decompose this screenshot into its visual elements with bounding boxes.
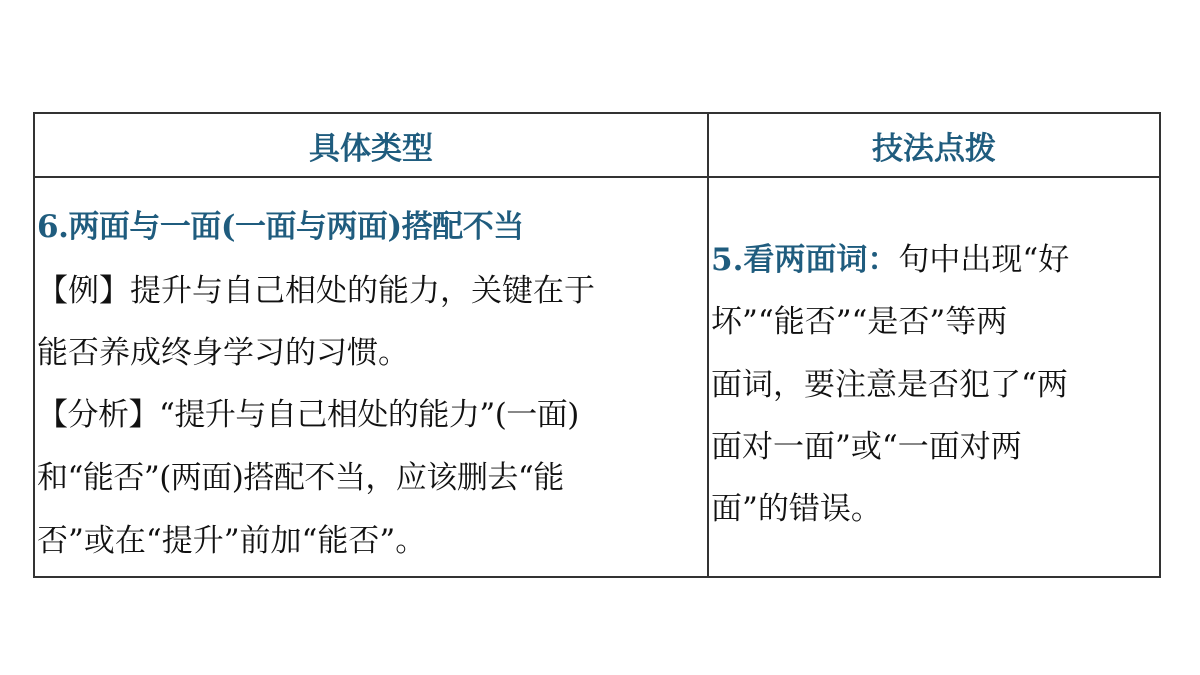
type-cell — [37, 178, 701, 578]
technique-line-3: 面词，要注意是否犯了“两 — [711, 367, 1068, 403]
example-line-1: 【例】提升与自己相处的能力，关键在于 — [37, 273, 595, 309]
technique-table — [33, 112, 1161, 578]
technique-title-rest: 句中出现“好 — [898, 242, 1070, 278]
technique-line-1 — [711, 240, 1069, 280]
header-technique: 技法点拨 — [872, 130, 996, 167]
technique-cell — [711, 178, 1161, 578]
type-title: 6.两面与一面(一面与两面)搭配不当 — [37, 209, 524, 245]
technique-line-2: 坏”“能否”“是否”等两 — [711, 304, 1008, 340]
technique-line-4: 面对一面”或“一面对两 — [711, 429, 1022, 465]
analysis-line-2: 和“能否”(两面)搭配不当，应该删去“能 — [37, 460, 564, 496]
header-type: 具体类型 — [309, 130, 433, 167]
analysis-line-1: 【分析】“提升与自己相处的能力”(一面) — [37, 397, 579, 433]
analysis-line-3: 否”或在“提升”前加“能否”。 — [37, 523, 427, 559]
column-divider — [707, 114, 709, 576]
example-line-2: 能否养成终身学习的习惯。 — [37, 335, 409, 371]
technique-line-5: 面”的错误。 — [711, 491, 882, 527]
technique-title: 5.看两面词： — [711, 242, 899, 278]
